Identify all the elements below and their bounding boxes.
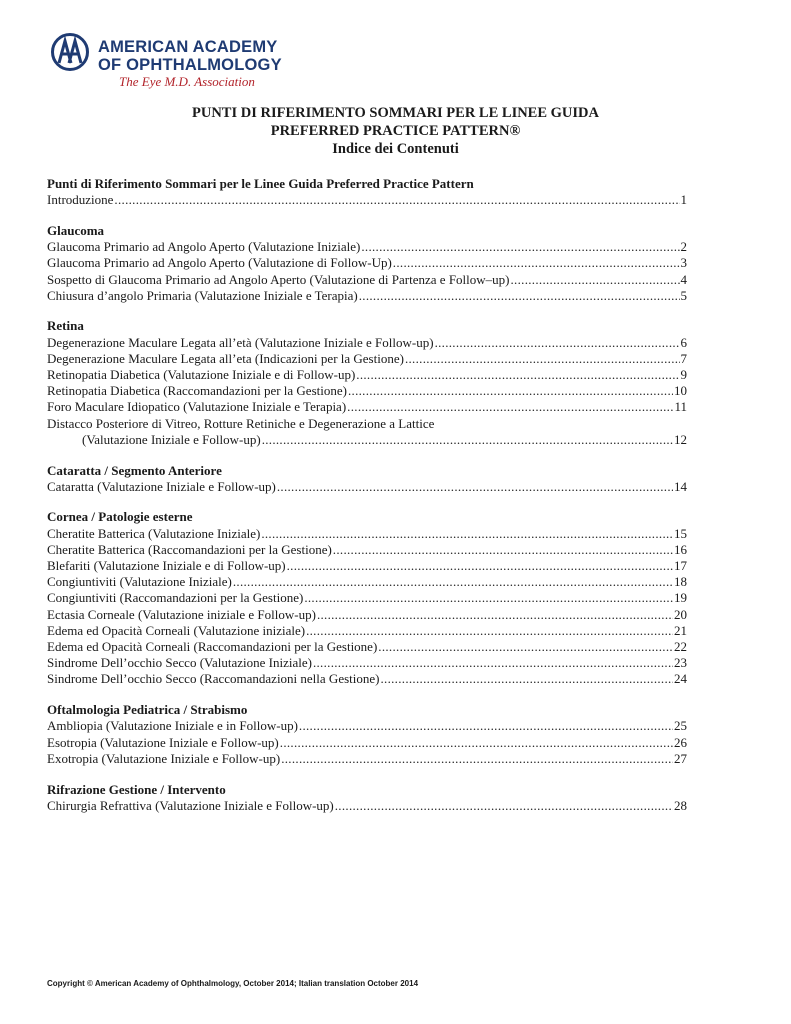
toc-entry-label: Degenerazione Maculare Legata all’età (Valutazione Iniziale e Follow-up) bbox=[47, 334, 434, 350]
toc-entry[interactable] bbox=[47, 432, 687, 448]
dot-leader bbox=[277, 479, 673, 495]
dot-leader bbox=[361, 239, 679, 255]
toc-entry[interactable] bbox=[47, 751, 687, 767]
toc-entry-page: 16 bbox=[674, 541, 687, 557]
dot-leader bbox=[393, 255, 680, 271]
toc-entry-label: Cataratta (Valutazione Iniziale e Follow-up) bbox=[47, 478, 276, 494]
toc-entry[interactable] bbox=[47, 623, 687, 639]
toc-entry-page: 2 bbox=[680, 239, 687, 255]
logo-line-1: AMERICAN ACADEMY bbox=[98, 38, 278, 56]
dot-leader bbox=[335, 798, 673, 814]
section-title: Retina bbox=[47, 318, 84, 334]
toc-entry[interactable] bbox=[47, 718, 687, 734]
toc-entry[interactable] bbox=[47, 558, 687, 574]
toc-entry-label: Congiuntiviti (Raccomandazioni per la Gestione) bbox=[47, 590, 304, 606]
logo-tagline: The Eye M.D. Association bbox=[119, 74, 255, 89]
toc-entry-label: Blefariti (Valutazione Iniziale e di Follow-up) bbox=[47, 558, 286, 574]
toc-entry-page: 9 bbox=[680, 367, 687, 383]
toc-entry-page: 1 bbox=[680, 192, 687, 208]
logo-line-2: OF OPHTHALMOLOGY bbox=[98, 56, 282, 74]
dot-leader bbox=[233, 574, 673, 590]
toc-entry[interactable] bbox=[47, 239, 687, 255]
toc-entry-label: Chiusura d’angolo Primaria (Valutazione Iniziale e Terapia) bbox=[47, 287, 358, 303]
toc-entry-label: Congiuntiviti (Valutazione Iniziale) bbox=[47, 574, 232, 590]
toc-entry-label: Chirurgia Refrattiva (Valutazione Iniziale e Follow-up) bbox=[47, 797, 334, 813]
dot-leader bbox=[347, 399, 673, 415]
dot-leader bbox=[511, 272, 680, 288]
dot-leader bbox=[287, 558, 673, 574]
toc-entry-label: Glaucoma Primario ad Angolo Aperto (Valutazione di Follow-Up) bbox=[47, 255, 392, 271]
toc-entry[interactable] bbox=[47, 671, 687, 687]
toc-entry-page: 11 bbox=[674, 399, 687, 415]
dot-leader bbox=[317, 607, 673, 623]
dot-leader bbox=[359, 288, 680, 304]
table-of-contents bbox=[47, 176, 687, 828]
toc-entry-page: 12 bbox=[674, 431, 687, 447]
toc-entry-page: 6 bbox=[680, 334, 687, 350]
toc-section-glaucoma bbox=[47, 223, 687, 304]
section-title: Cataratta / Segmento Anteriore bbox=[47, 462, 222, 478]
section-title: Punti di Riferimento Sommari per le Linee Guida Preferred Practice Pattern bbox=[47, 176, 474, 191]
toc-entry-label: Cheratite Batterica (Raccomandazioni per la Gestione) bbox=[47, 541, 332, 557]
toc-entry[interactable] bbox=[47, 607, 687, 623]
toc-entry[interactable] bbox=[47, 272, 687, 288]
toc-entry-label: Glaucoma Primario ad Angolo Aperto (Valutazione Iniziale) bbox=[47, 239, 361, 255]
toc-entry-page: 19 bbox=[674, 590, 687, 606]
toc-entry[interactable] bbox=[47, 735, 687, 751]
toc-entry-label: Ectasia Corneale (Valutazione iniziale e Follow-up) bbox=[47, 606, 316, 622]
section-title: Glaucoma bbox=[47, 222, 105, 238]
toc-entry[interactable] bbox=[47, 367, 687, 383]
toc-entry-label: Exotropia (Valutazione Iniziale e Follow-up) bbox=[47, 750, 281, 766]
toc-entry-page: 25 bbox=[674, 718, 687, 734]
toc-entry[interactable] bbox=[47, 383, 687, 399]
section-title: Cornea / Patologie esterne bbox=[47, 509, 193, 525]
toc-entry[interactable] bbox=[47, 639, 687, 655]
toc-entry-page: 5 bbox=[680, 287, 687, 303]
aao-logo bbox=[50, 30, 290, 90]
dot-leader bbox=[261, 526, 673, 542]
toc-entry[interactable] bbox=[47, 542, 687, 558]
toc-entry-first-line[interactable]: Distacco Posteriore di Vitreo, Rotture Retiniche e Degenerazione a Lattice bbox=[47, 415, 435, 431]
dot-leader bbox=[306, 623, 673, 639]
toc-entry-label: Sindrome Dell’occhio Secco (Valutazione Iniziale) bbox=[47, 655, 312, 671]
dot-leader bbox=[380, 671, 673, 687]
toc-section-intro bbox=[47, 176, 687, 208]
copyright-footer: Copyright © American Academy of Ophthalmology, October 2014; Italian translation October 2014 bbox=[47, 979, 419, 988]
toc-entry[interactable] bbox=[47, 399, 687, 415]
section-title: Oftalmologia Pediatrica / Strabismo bbox=[47, 702, 248, 718]
toc-entry-page: 24 bbox=[674, 671, 687, 687]
toc-entry[interactable] bbox=[47, 192, 687, 208]
dot-leader bbox=[333, 542, 673, 558]
logo-wordmark bbox=[98, 38, 282, 74]
title-line-2: PREFERRED PRACTICE PATTERN® bbox=[270, 123, 521, 139]
toc-entry[interactable] bbox=[47, 526, 687, 542]
toc-entry-page: 10 bbox=[674, 383, 687, 399]
dot-leader bbox=[313, 655, 673, 671]
toc-entry-page: 17 bbox=[674, 558, 687, 574]
dot-leader bbox=[405, 351, 680, 367]
toc-entry-label: Sospetto di Glaucoma Primario ad Angolo Aperto (Valutazione di Partenza e Follow–up) bbox=[47, 271, 510, 287]
title-line-1: PUNTI DI RIFERIMENTO SOMMARI PER LE LINEE GUIDA bbox=[192, 105, 599, 121]
toc-entry-page: 28 bbox=[674, 797, 687, 813]
toc-section-refractive bbox=[47, 782, 687, 814]
toc-entry-page: 22 bbox=[674, 639, 687, 655]
toc-entry-page: 3 bbox=[680, 255, 687, 271]
toc-entry-label: Introduzione bbox=[47, 192, 114, 208]
toc-entry-label: Edema ed Opacità Corneali (Valutazione iniziale) bbox=[47, 622, 306, 638]
section-title: Rifrazione Gestione / Intervento bbox=[47, 781, 226, 797]
toc-entry-label: Degenerazione Maculare Legata all’eta (Indicazioni per la Gestione) bbox=[47, 350, 404, 366]
toc-entry-label: Retinopatia Diabetica (Valutazione Iniziale e di Follow-up) bbox=[47, 367, 356, 383]
toc-entry-label: Retinopatia Diabetica (Raccomandazioni per la Gestione) bbox=[47, 383, 347, 399]
dot-leader bbox=[356, 367, 679, 383]
toc-entry-label: Ambliopia (Valutazione Iniziale e in Follow-up) bbox=[47, 718, 298, 734]
toc-entry-page: 15 bbox=[674, 525, 687, 541]
toc-entry-page: 14 bbox=[674, 478, 687, 494]
toc-entry[interactable] bbox=[47, 351, 687, 367]
toc-entry-page: 27 bbox=[674, 750, 687, 766]
toc-entry[interactable] bbox=[47, 335, 687, 351]
toc-entry-label: Edema ed Opacità Corneali (Raccomandazioni per la Gestione) bbox=[47, 639, 378, 655]
toc-entry-label: Esotropia (Valutazione Iniziale e Follow-up) bbox=[47, 734, 279, 750]
toc-entry-page: 18 bbox=[674, 574, 687, 590]
toc-entry-page: 23 bbox=[674, 655, 687, 671]
dot-leader bbox=[435, 335, 680, 351]
toc-entry-page: 7 bbox=[680, 350, 687, 366]
title-line-3: Indice dei Contenuti bbox=[332, 141, 459, 157]
toc-entry-label: (Valutazione Iniziale e Follow-up) bbox=[82, 431, 261, 447]
dot-leader bbox=[280, 735, 673, 751]
toc-entry-page: 20 bbox=[674, 606, 687, 622]
toc-entry-label: Cheratite Batterica (Valutazione Iniziale) bbox=[47, 525, 261, 541]
toc-entry-label: Foro Maculare Idiopatico (Valutazione Iniziale e Terapia) bbox=[47, 399, 347, 415]
toc-entry[interactable] bbox=[47, 255, 687, 271]
toc-entry-page: 4 bbox=[680, 271, 687, 287]
toc-section-retina bbox=[47, 318, 687, 448]
toc-section-pediatric bbox=[47, 702, 687, 767]
dot-leader bbox=[304, 590, 673, 606]
toc-entry[interactable] bbox=[47, 655, 687, 671]
toc-section-cataract bbox=[47, 463, 687, 495]
toc-entry[interactable] bbox=[47, 288, 687, 304]
dot-leader bbox=[378, 639, 673, 655]
toc-section-cornea bbox=[47, 509, 687, 687]
dot-leader bbox=[114, 192, 679, 208]
document-title bbox=[0, 104, 791, 158]
toc-entry[interactable] bbox=[47, 479, 687, 495]
dot-leader bbox=[262, 432, 673, 448]
dot-leader bbox=[281, 751, 673, 767]
toc-entry[interactable] bbox=[47, 574, 687, 590]
toc-entry-page: 21 bbox=[674, 622, 687, 638]
aao-emblem-icon bbox=[50, 32, 90, 72]
dot-leader bbox=[299, 718, 673, 734]
toc-entry-page: 26 bbox=[674, 734, 687, 750]
toc-entry[interactable] bbox=[47, 590, 687, 606]
toc-entry[interactable] bbox=[47, 798, 687, 814]
dot-leader bbox=[348, 383, 673, 399]
toc-entry-label: Sindrome Dell’occhio Secco (Raccomandazioni nella Gestione) bbox=[47, 671, 380, 687]
